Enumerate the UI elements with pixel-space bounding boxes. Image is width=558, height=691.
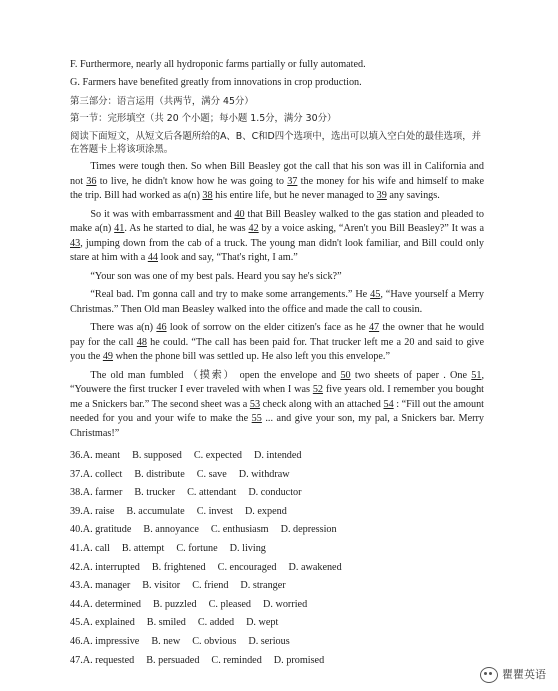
- question-number: 44.: [70, 598, 83, 610]
- option-a: A. gratitude: [82, 524, 132, 536]
- passage-text: the owner that he would pay for the call: [70, 322, 485, 348]
- option-a: A. meant: [82, 450, 121, 462]
- option-a: A. determined: [82, 598, 142, 610]
- option-g: G. Farmers have benefited greatly from innovations in crop production.: [70, 77, 362, 89]
- question-number: 46.: [70, 636, 83, 647]
- blank-number: 36: [86, 175, 97, 187]
- passage-text: the money for his wife and himself to make the trip. Bill had worked as a(n): [70, 175, 484, 202]
- option-d: D. living: [229, 543, 266, 555]
- question-row: [70, 466, 484, 485]
- question-number: 41.: [70, 543, 83, 555]
- question-number: 39.: [70, 505, 83, 517]
- option-c: C. friend: [192, 580, 229, 592]
- option-c: C. expected: [193, 450, 242, 462]
- question-number: 47.: [70, 654, 83, 666]
- question-number: 45.: [70, 617, 83, 629]
- option-a: A. interrupted: [82, 561, 140, 573]
- passage-text: five years old. I remember you bought me a Snickers bar.” The second sheet was a: [70, 384, 484, 410]
- option-c: C. reminded: [211, 654, 262, 666]
- exam-page: [70, 58, 484, 670]
- blank-number: 52: [312, 384, 324, 396]
- question-row: [70, 652, 484, 671]
- blank-number: 48: [136, 336, 147, 348]
- passage-text: . As he started to dial, he was: [124, 223, 249, 235]
- option-b: B. smiled: [146, 617, 186, 629]
- option-d: D. withdraw: [238, 468, 290, 480]
- blank-number: 37: [287, 175, 298, 187]
- passage-text: “Your son was one of my best pals. Heard you say he's sick?”: [90, 270, 342, 282]
- question-row: [70, 484, 484, 503]
- passage-text: The old man fumbled （摸索） open the envelope and: [90, 369, 341, 381]
- passage-text: that Bill Beasley walked to the gas station and pleaded to make a(n): [70, 208, 484, 235]
- blank-number: 55: [251, 413, 262, 425]
- passage-text: his entire life, but he never managed to: [212, 190, 377, 202]
- question-number: 36.: [70, 450, 83, 462]
- blank-number: 50: [340, 369, 351, 381]
- option-d: D. serious: [248, 636, 290, 647]
- option-a: A. collect: [82, 468, 123, 480]
- question-number: 43.: [70, 580, 83, 592]
- passage-text: , “Youwere the first trucker I ever traveled with when I was: [70, 369, 484, 396]
- watermark-text: 瞿瞿英语: [502, 668, 546, 682]
- question-row: [70, 521, 484, 540]
- wechat-icon: [480, 667, 498, 683]
- option-c: C. save: [196, 468, 227, 480]
- passage-text: two sheets of paper . One: [350, 369, 472, 381]
- passage-paragraph: [70, 270, 484, 284]
- option-b: B. puzzled: [153, 598, 197, 610]
- option-a: A. manager: [82, 580, 131, 592]
- blank-number: 51: [471, 369, 482, 381]
- option-d: D. stranger: [240, 580, 286, 592]
- passage-text: So it was with embarrassment and: [90, 208, 235, 220]
- blank-number: 54: [383, 398, 394, 410]
- option-a: A. call: [82, 543, 110, 555]
- question-number: 42.: [70, 561, 83, 573]
- passage-paragraph: [70, 160, 484, 203]
- question-row: [70, 540, 484, 559]
- blank-number: 46: [156, 322, 167, 334]
- option-c: C. enthusiasm: [210, 524, 269, 536]
- blank-number: 49: [102, 351, 114, 363]
- question-number: 40.: [70, 524, 83, 536]
- blank-number: 40: [234, 208, 245, 220]
- passage-text: any savings.: [386, 190, 440, 202]
- option-d: D. intended: [253, 450, 302, 462]
- passage-text: by a voice asking, “Aren't you Bill Beasley?” It was a: [258, 223, 484, 235]
- option-d: D. expend: [244, 505, 287, 517]
- option-d: D. promised: [273, 654, 325, 666]
- question-row: [70, 559, 484, 578]
- option-a: A. farmer: [82, 487, 123, 499]
- option-d: D. wept: [246, 617, 279, 629]
- option-b: B. frightened: [151, 561, 206, 573]
- passage-text: look of sorrow on the elder citizen's face as he: [166, 322, 369, 334]
- question-row: [70, 596, 484, 615]
- question-row: [70, 503, 484, 522]
- section-heading: 第一节：完形填空（共 20 个小题；每小题 1.5分，满分 30分）: [70, 113, 337, 125]
- option-b: B. supposed: [132, 450, 182, 462]
- option-d: D. depression: [280, 524, 337, 536]
- passage-text: Times were tough then. So when Bill Beasley got the call that his son was ill in California and not: [70, 161, 484, 187]
- option-a: A. impressive: [82, 636, 140, 647]
- option-c: C. obvious: [192, 636, 237, 647]
- blank-number: 41: [114, 223, 125, 235]
- blank-number: 42: [248, 223, 259, 235]
- blank-number: 45: [370, 289, 381, 301]
- passage-text: ... and give your son, my pal, a Snickers bar. Merry Christmas!”: [70, 413, 484, 439]
- blank-number: 39: [376, 190, 387, 202]
- option-c: C. encouraged: [217, 561, 277, 573]
- option-d: D. conductor: [248, 487, 302, 499]
- watermark: [480, 667, 546, 683]
- option-b: B. trucker: [134, 487, 176, 499]
- passage-text: , jumping down from the cab of a truck. The young man didn't look familiar, and Bill could only stare at him with a: [70, 237, 484, 264]
- option-b: B. distribute: [134, 468, 185, 480]
- option-c: C. pleased: [208, 598, 252, 610]
- option-b: B. attempt: [121, 543, 165, 555]
- option-a: A. explained: [82, 617, 135, 629]
- option-c: C. attendant: [187, 487, 237, 499]
- question-row: [70, 614, 484, 633]
- passage-text: “Real bad. I'm gonna call and try to make some arrangements.” He: [90, 289, 371, 301]
- question-row: [70, 633, 484, 652]
- blank-number: 44: [147, 252, 158, 264]
- option-b: B. new: [151, 636, 181, 647]
- passage-text: , “Have yourself a Merry Christmas.” Then Old man Beasley walked into the office and made the call to cousin.: [70, 289, 484, 315]
- passage-text: : “Fill out the amount needed for you and your wife to make the: [70, 398, 484, 425]
- option-c: C. added: [197, 617, 235, 629]
- question-row: [70, 447, 484, 466]
- passage-text: look and say, “That's right, I am.”: [158, 252, 298, 264]
- passage-text: to live, he didn't know how he was going to: [96, 175, 288, 187]
- blank-number: 38: [202, 190, 213, 202]
- blank-number: 53: [249, 398, 261, 410]
- passage-paragraph: [70, 321, 484, 364]
- passage: [70, 160, 484, 441]
- option-c: C. invest: [196, 505, 233, 517]
- option-b: B. persuaded: [146, 654, 200, 666]
- passage-paragraph: [70, 208, 484, 266]
- question-options: [70, 447, 484, 670]
- option-b: B. annoyance: [143, 524, 199, 536]
- question-row: [70, 577, 484, 596]
- passage-text: when the phone bill was settled up. He also left you this envelope.”: [113, 351, 390, 363]
- option-b: B. visitor: [142, 580, 181, 592]
- option-b: B. accumulate: [126, 505, 185, 517]
- question-number: 37.: [70, 468, 83, 480]
- option-c: C. fortune: [176, 543, 218, 555]
- blank-number: 47: [368, 322, 380, 334]
- passage-text: check along with an attached: [260, 398, 384, 410]
- passage-text: There was a(n): [90, 322, 157, 334]
- option-f: F. Furthermore, nearly all hydroponic farms partially or fully automated.: [70, 59, 366, 70]
- instructions: 阅读下面短文，从短文后各题所给的A、B、C和D四个选项中，选出可以填入空白处的最佳选项，并在答题卡上将该项涂黑。: [70, 130, 481, 155]
- option-d: D. awakened: [288, 561, 342, 573]
- passage-paragraph: [70, 288, 484, 317]
- passage-text: he could. “The call has been paid for. That trucker left me a 20 and said to give you the: [70, 336, 484, 363]
- option-a: A. requested: [82, 654, 135, 666]
- blank-number: 43: [70, 237, 81, 249]
- option-a: A. raise: [82, 505, 115, 517]
- part-heading: 第三部分：语言运用（共两节，满分 45分）: [70, 95, 254, 107]
- question-number: 38.: [70, 487, 83, 499]
- passage-paragraph: [70, 369, 484, 441]
- option-d: D. worried: [263, 598, 308, 610]
